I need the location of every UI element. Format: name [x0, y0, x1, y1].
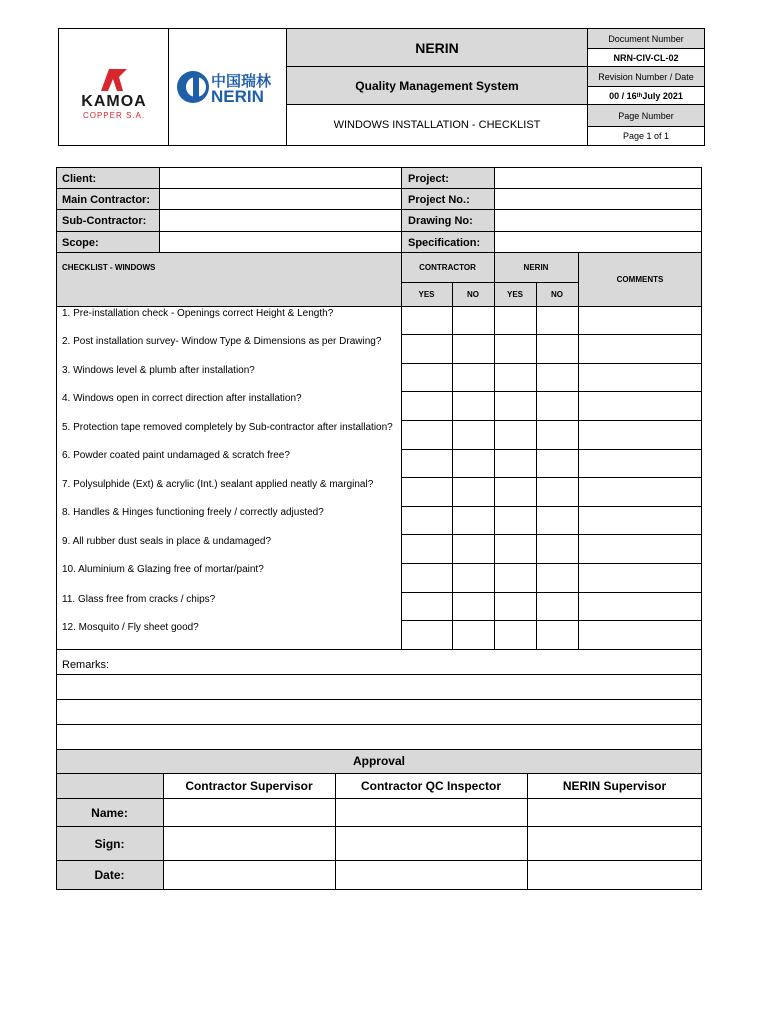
drawing-no-field[interactable]: [495, 210, 701, 231]
header-doc-info: [588, 29, 704, 145]
revision-label: Revision Number / Date: [588, 67, 704, 87]
nerin-supervisor-header: NERIN Supervisor: [562, 779, 667, 793]
contractor-supervisor-sign-field[interactable]: [164, 827, 335, 860]
project-no-label: Project No.:: [408, 194, 470, 206]
checklist-item-4: 4. Windows open in correct direction after installation?: [62, 393, 302, 404]
revision-sup: th: [636, 92, 643, 99]
page-number: Page 1 of 1: [622, 131, 670, 141]
checklist-item-9: 9. All rubber dust seals in place & undamaged?: [62, 536, 272, 547]
company-name: NERIN: [287, 29, 587, 67]
page-number-label: Page Number: [588, 105, 704, 127]
main-contractor-label: Main Contractor:: [62, 194, 150, 206]
scope-field[interactable]: [160, 232, 401, 252]
nerin-mark-icon: [175, 69, 211, 105]
contractor-no-header: NO: [467, 290, 479, 299]
specification-field[interactable]: [495, 232, 701, 252]
checklist-title: CHECKLIST - WINDOWS: [62, 263, 156, 272]
main-contractor-field[interactable]: [160, 189, 401, 209]
nerin-supervisor-date-field[interactable]: [528, 861, 701, 889]
project-no-field[interactable]: [495, 189, 701, 209]
sign-row-label: Sign:: [94, 836, 125, 851]
kamoa-subname: COPPER S.A.: [82, 111, 146, 120]
contractor-yes-header: YES: [418, 290, 435, 299]
nerin-logo: [169, 29, 287, 145]
project-label: Project:: [408, 173, 449, 185]
doc-number: NRN-CIV-CL-02: [588, 49, 704, 67]
client-field[interactable]: [160, 168, 401, 188]
nerin-supervisor-name-field[interactable]: [528, 799, 701, 826]
system-name: Quality Management System: [287, 67, 587, 105]
contractor-supervisor-date-field[interactable]: [164, 861, 335, 889]
checklist-item-3: 3. Windows level & plumb after installation?: [62, 365, 255, 376]
nerin-chinese-name: 中国瑞林: [211, 73, 272, 90]
checklist-item-7: 7. Polysulphide (Ext) & acrylic (Int.) sealant applied neatly & marginal?: [62, 479, 374, 490]
comments-header: COMMENTS: [616, 274, 664, 284]
revision-post: July 2021: [642, 90, 683, 101]
checklist-item-11: 11. Glass free from cracks / chips?: [62, 594, 216, 605]
contractor-supervisor-name-field[interactable]: [164, 799, 335, 826]
approval-table: [56, 749, 702, 890]
checklist-table: [56, 167, 702, 750]
nerin-logo-name: NERIN: [211, 87, 264, 106]
qc-inspector-date-field[interactable]: [336, 861, 527, 889]
nerin-header: NERIN: [523, 262, 549, 272]
kamoa-name: KAMOA: [81, 93, 147, 110]
checklist-item-5: 5. Protection tape removed completely by Sub-contractor after installation?: [62, 422, 393, 433]
approval-title: Approval: [56, 749, 702, 773]
checklist-item-12: 12. Mosquito / Fly sheet good?: [62, 622, 199, 633]
remarks-line-2[interactable]: [57, 700, 701, 724]
remarks-line-1[interactable]: [57, 675, 701, 699]
nerin-yes-header: YES: [506, 290, 523, 299]
qc-inspector-sign-field[interactable]: [336, 827, 527, 860]
doc-number-label: Document Number: [588, 29, 704, 49]
name-row-label: Name:: [91, 805, 128, 820]
nerin-no-header: NO: [551, 290, 563, 299]
kamoa-logo: [59, 29, 169, 145]
qc-inspector-name-field[interactable]: [336, 799, 527, 826]
contractor-header: CONTRACTOR: [419, 262, 476, 272]
kamoa-mark-icon: [97, 65, 131, 93]
remarks-label: Remarks:: [62, 659, 110, 671]
nerin-supervisor-sign-field[interactable]: [528, 827, 701, 860]
header-title-block: [287, 29, 588, 145]
specification-label: Specification:: [408, 237, 481, 249]
sub-contractor-field[interactable]: [160, 210, 401, 231]
sub-contractor-label: Sub-Contractor:: [62, 215, 147, 227]
drawing-no-label: Drawing No:: [408, 215, 473, 227]
scope-label: Scope:: [62, 237, 99, 249]
revision-pre: 00 / 16: [609, 90, 637, 101]
checklist-item-10: 10. Aluminium & Glazing free of mortar/paint?: [62, 564, 264, 575]
checklist-item-1: 1. Pre-installation check - Openings correct Height & Length?: [62, 308, 334, 319]
remarks-line-3[interactable]: [57, 725, 701, 749]
document-title: WINDOWS INSTALLATION - CHECKLIST: [333, 119, 541, 131]
checklist-item-8: 8. Handles & Hinges functioning freely / correctly adjusted?: [62, 507, 324, 518]
date-row-label: Date:: [94, 868, 125, 882]
document-header: [58, 28, 705, 146]
revision-value: [588, 87, 704, 105]
contractor-qc-inspector-header: Contractor QC Inspector: [360, 779, 501, 793]
client-label: Client:: [62, 173, 97, 185]
project-field[interactable]: [495, 168, 701, 188]
contractor-supervisor-header: Contractor Supervisor: [185, 779, 313, 793]
checklist-item-6: 6. Powder coated paint undamaged & scratch free?: [62, 450, 290, 461]
checklist-item-2: 2. Post installation survey- Window Type & Dimensions as per Drawing?: [62, 336, 382, 347]
